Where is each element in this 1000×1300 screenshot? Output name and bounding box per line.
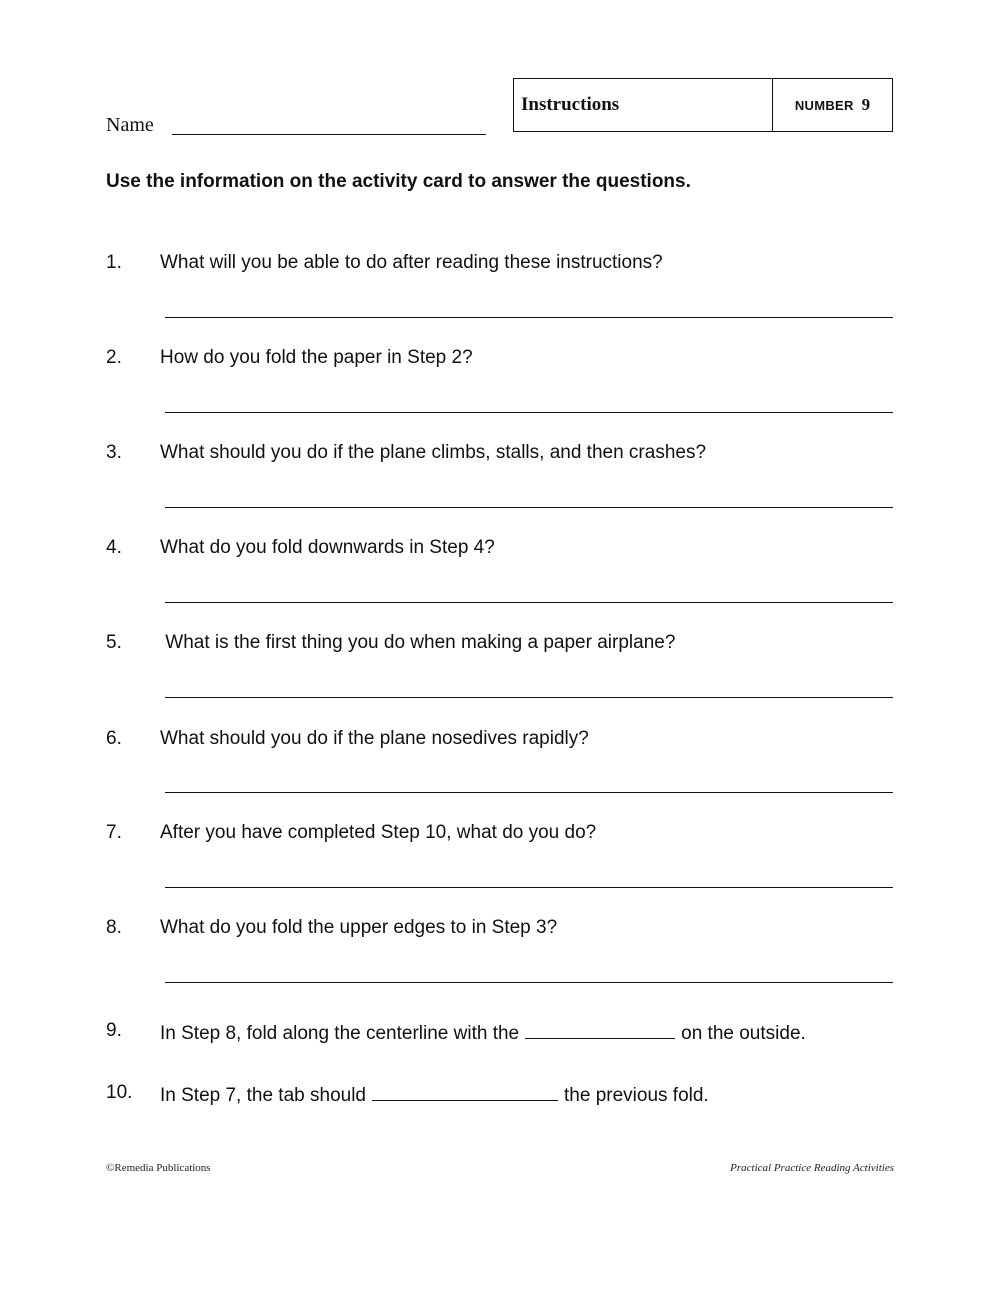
question-number: 5. — [106, 632, 122, 653]
fill-in-blank-9[interactable] — [525, 1020, 675, 1039]
question-number: 4. — [106, 537, 122, 558]
answer-line-3[interactable] — [165, 507, 893, 508]
number-value: 9 — [861, 95, 871, 114]
question-number: 2. — [106, 347, 122, 368]
question-number: 3. — [106, 442, 122, 463]
question-text: What do you fold the upper edges to in Step 3? — [160, 917, 558, 938]
answer-line-7[interactable] — [165, 887, 893, 888]
question-text — [160, 1020, 806, 1045]
question-number: 9. — [106, 1020, 122, 1041]
answer-line-6[interactable] — [165, 792, 893, 793]
question-text-before: In Step 8, fold along the centerline with the — [160, 1023, 520, 1044]
answer-line-4[interactable] — [165, 602, 893, 603]
question-text-after: the previous fold. — [564, 1085, 709, 1106]
instruction-text: Use the information on the activity card to answer the questions. — [106, 171, 691, 192]
worksheet-number — [773, 79, 892, 131]
answer-line-2[interactable] — [165, 412, 893, 413]
name-label: Name — [106, 114, 154, 136]
number-label: NUMBER — [794, 97, 854, 113]
footer-publisher: ©Remedia Publications — [106, 1162, 211, 1174]
question-text-before: In Step 7, the tab should — [160, 1085, 366, 1106]
answer-line-1[interactable] — [165, 317, 893, 318]
question-text: What should you do if the plane nosedives rapidly? — [160, 728, 589, 749]
name-field-line[interactable] — [172, 134, 486, 135]
question-text: What do you fold downwards in Step 4? — [160, 537, 495, 558]
answer-line-8[interactable] — [165, 982, 893, 983]
question-number: 1. — [106, 252, 122, 273]
answer-line-5[interactable] — [165, 697, 893, 698]
question-text: After you have completed Step 10, what do you do? — [160, 822, 597, 843]
question-number: 6. — [106, 728, 122, 749]
question-number: 7. — [106, 822, 122, 843]
question-number: 8. — [106, 917, 122, 938]
footer-series: Practical Practice Reading Activities — [730, 1162, 894, 1174]
title-box — [513, 78, 893, 132]
question-number: 10. — [106, 1082, 133, 1103]
question-text-after: on the outside. — [681, 1023, 806, 1044]
question-text: What should you do if the plane climbs, stalls, and then crashes? — [160, 442, 707, 463]
question-text: What will you be able to do after reading these instructions? — [160, 252, 663, 273]
question-text: What is the first thing you do when making a paper airplane? — [160, 632, 676, 653]
question-text: How do you fold the paper in Step 2? — [160, 347, 473, 368]
fill-in-blank-10[interactable] — [372, 1082, 558, 1101]
worksheet-title: Instructions — [514, 79, 773, 131]
question-text — [160, 1082, 709, 1107]
